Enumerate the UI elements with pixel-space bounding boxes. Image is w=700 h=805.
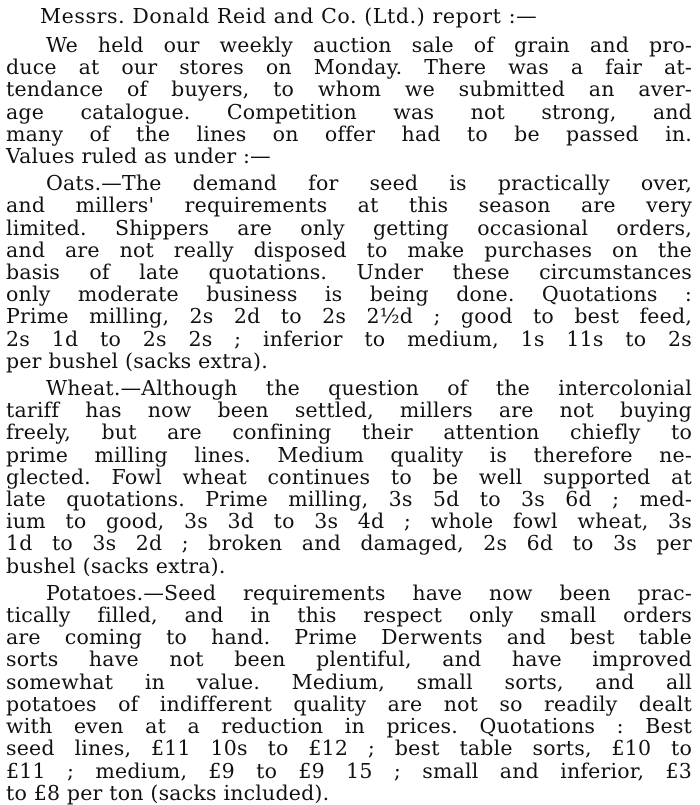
text-line: Values ruled as under :— xyxy=(6,144,271,169)
text-line: Potatoes.—Seed requirements have now been prac- xyxy=(46,580,692,605)
paragraph-oats xyxy=(6,172,692,372)
text-line: seed lines, £11 10s to £12 ; best table sorts, £10 to xyxy=(6,736,692,761)
text-line: many of the lines on offer had to be passed in. xyxy=(6,121,692,146)
text-line: 1d to 3s 2d ; broken and damaged, 2s 6d to 3s per xyxy=(6,531,692,556)
text-line: late quotations. Prime milling, 3s 5d to 3s 6d ; med- xyxy=(6,487,692,512)
text-line: freely, but are confining their attention chiefly to xyxy=(6,420,692,445)
text-line: ium to good, 3s 3d to 3s 4d ; whole fowl wheat, 3s xyxy=(6,509,692,534)
text-line: sorts have not been plentiful, and have improved xyxy=(6,647,692,672)
text-line: somewhat in value. Medium, small sorts, and all xyxy=(6,669,692,694)
report-body xyxy=(6,34,692,804)
text-line: to £8 per ton (sacks included). xyxy=(6,780,330,805)
text-line: We held our weekly auction sale of grain and pro- xyxy=(46,33,692,57)
text-line: and are not really disposed to make purchases on the xyxy=(6,237,692,262)
text-line: bushel (sacks extra). xyxy=(6,553,226,578)
text-line: limited. Shippers are only getting occasional orders, xyxy=(6,215,692,240)
text-line: basis of late quotations. Under these circumstances xyxy=(6,260,692,285)
text-line: tically filled, and in this respect only small orders xyxy=(6,603,692,628)
paragraph-wheat xyxy=(6,377,692,577)
text-line: tendance of buyers, to whom we submitted an aver- xyxy=(6,77,692,102)
text-line: Wheat.—Although the question of the intercolonial xyxy=(46,376,692,401)
text-line: and millers' requirements at this season are very xyxy=(6,193,692,218)
report-heading: Messrs. Donald Reid and Co. (Ltd.) report :— xyxy=(40,4,538,28)
paragraph-intro xyxy=(6,34,692,167)
text-line: tariff has now been settled, millers are not buying xyxy=(6,398,692,423)
text-line: Prime milling, 2s 2d to 2s 2½d ; good to best feed, xyxy=(6,304,692,329)
text-line: are coming to hand. Prime Derwents and best table xyxy=(6,625,692,650)
text-line: Oats.—The demand for seed is practically over, xyxy=(46,171,692,196)
text-line: £11 ; medium, £9 to £9 15 ; small and inferior, £3 xyxy=(6,758,692,783)
text-line: per bushel (sacks extra). xyxy=(6,348,268,373)
text-line: prime milling lines. Medium quality is therefore ne- xyxy=(6,442,692,467)
text-line: only moderate business is being done. Quotations : xyxy=(6,282,692,307)
text-line: age catalogue. Competition was not strong, and xyxy=(6,99,692,124)
text-line: duce at our stores on Monday. There was a fair at- xyxy=(6,55,692,80)
text-line: glected. Fowl wheat continues to be well supported at xyxy=(6,464,692,489)
text-line: potatoes of indifferent quality are not so readily dealt xyxy=(6,691,692,716)
paragraph-potatoes xyxy=(6,582,692,804)
text-line: with even at a reduction in prices. Quotations : Best xyxy=(6,714,692,739)
text-line: 2s 1d to 2s 2s ; inferior to medium, 1s 11s to 2s xyxy=(6,326,692,351)
